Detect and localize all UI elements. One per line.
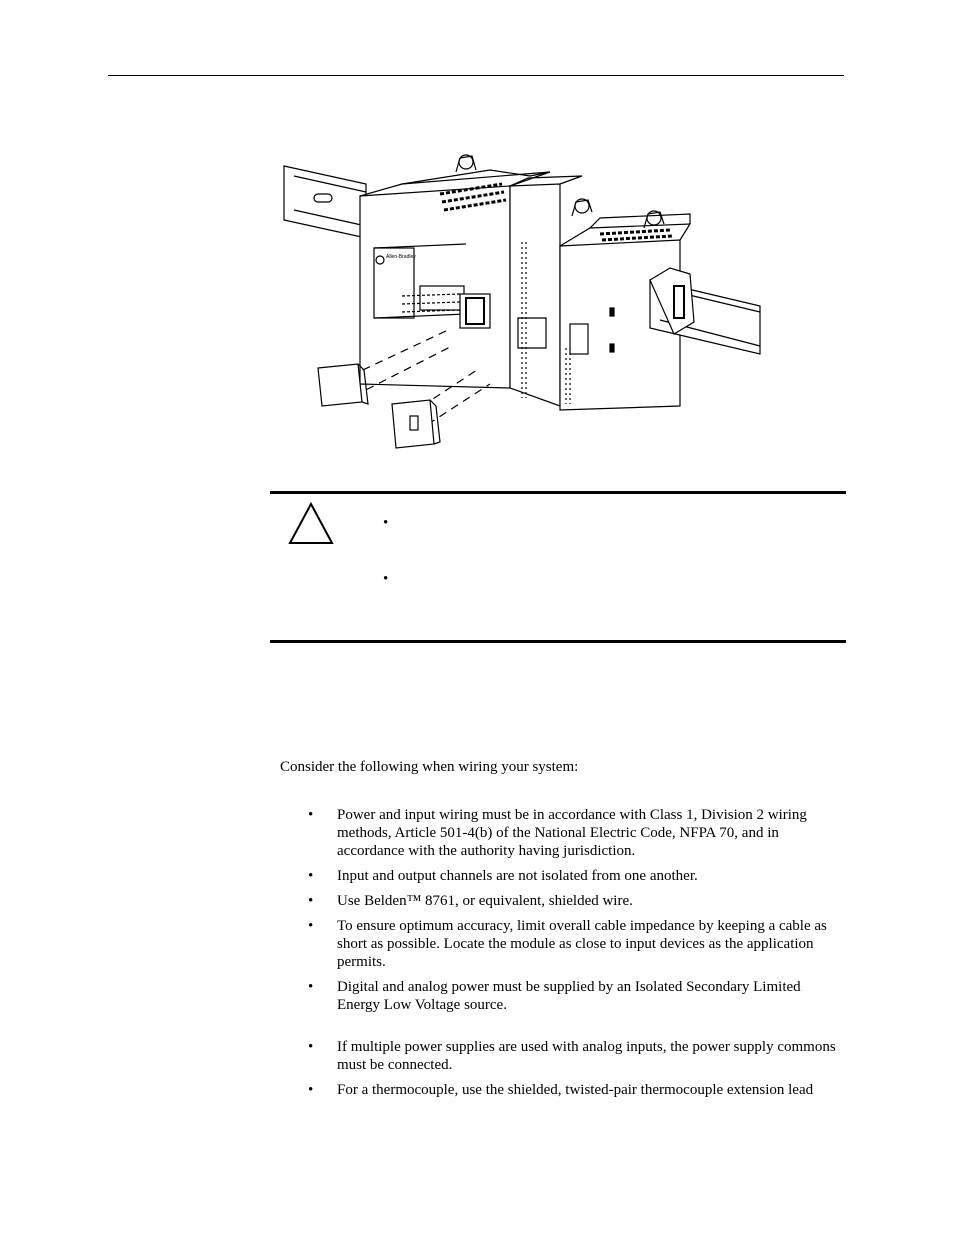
list-item: • To ensure optimum accuracy, limit overall cable impedance by keeping a cable as short as possible. Locate the module as close to input devices as the application permits. xyxy=(308,917,838,971)
list-item: • Input and output channels are not isolated from one another. xyxy=(308,867,838,885)
list-item: • Digital and analog power must be supplied by an Isolated Secondary Limited Energy Low Voltage source. xyxy=(308,978,838,1014)
din-rail-module-illustration xyxy=(270,148,790,458)
wiring-intro: Consider the following when wiring your system: xyxy=(280,759,579,775)
warning-bullet-1: • xyxy=(383,515,389,531)
warning-triangle-icon xyxy=(286,500,336,546)
brand-logo: Allen-Bradley xyxy=(386,254,416,260)
list-item: • Use Belden™ 8761, or equivalent, shielded wire. xyxy=(308,892,838,910)
header-rule xyxy=(108,75,844,76)
list-item: • For a thermocouple, use the shielded, twisted-pair thermocouple extension lead xyxy=(308,1081,838,1099)
warning-bottom-rule xyxy=(270,640,846,643)
list-item: • If multiple power supplies are used with analog inputs, the power supply commons must be connected. xyxy=(308,1038,838,1074)
warning-bullet-2: • xyxy=(383,571,389,587)
wiring-requirements-list xyxy=(308,806,838,1106)
list-item: • Power and input wiring must be in accordance with Class 1, Division 2 wiring methods, Article 501-4(b) of the National Electric Code, NFPA 70, and in accordance with the authority having jurisdiction. xyxy=(308,806,838,860)
warning-top-rule xyxy=(270,491,846,494)
